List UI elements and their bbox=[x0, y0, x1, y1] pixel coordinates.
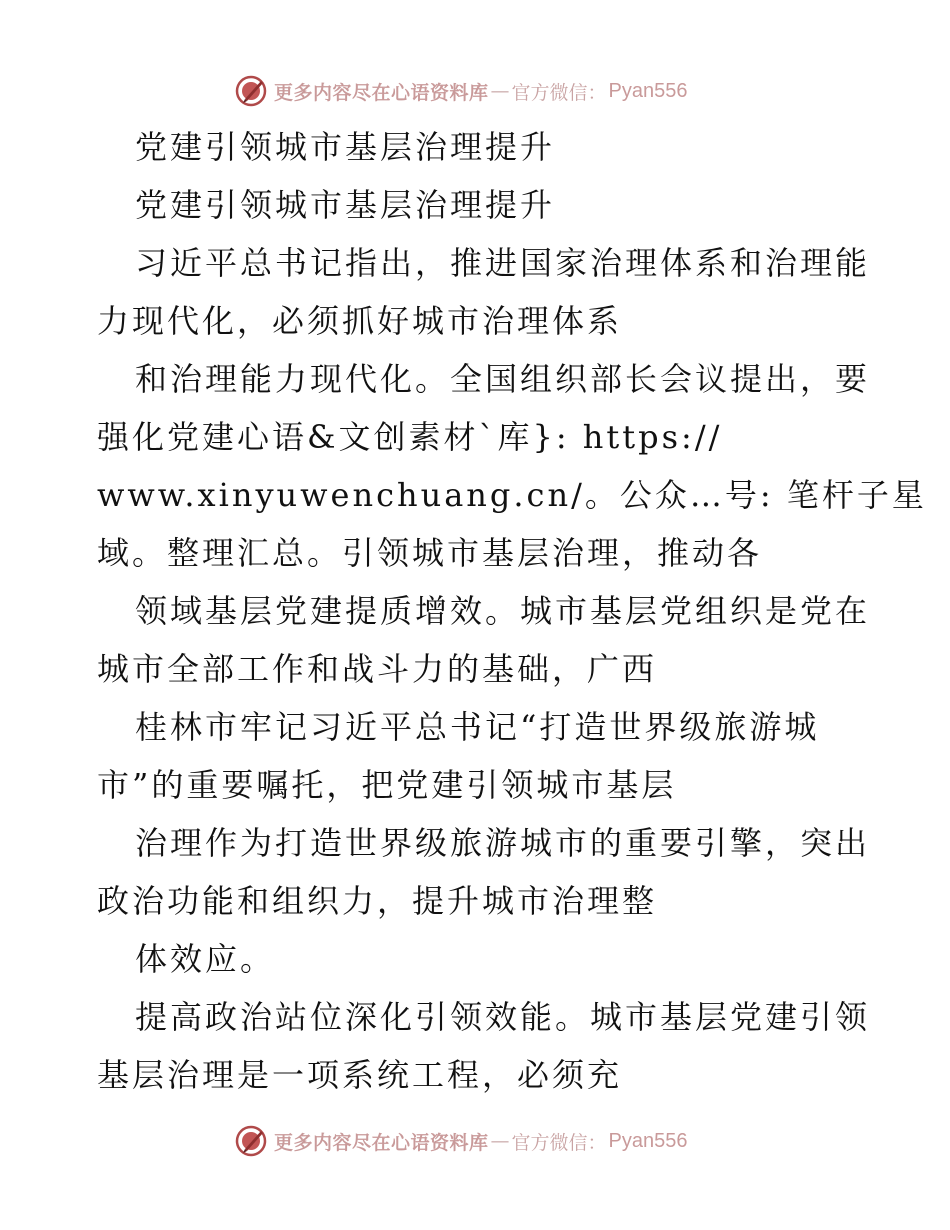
header-watermark bbox=[234, 74, 688, 108]
watermark-dash: — bbox=[490, 1130, 510, 1152]
watermark-dash: — bbox=[490, 80, 510, 102]
text-line: 治理作为打造世界级旅游城市的重要引擎，突出 bbox=[135, 824, 871, 862]
document-body bbox=[97, 118, 927, 1104]
pen-logo-icon bbox=[234, 74, 268, 108]
text-line: 和治理能力现代化。全国组织部长会议提出，要 bbox=[135, 360, 871, 398]
text-line: 基层治理是一项系统工程，必须充 bbox=[97, 1056, 623, 1094]
watermark-label: 官方微信： bbox=[511, 1131, 607, 1154]
text-line: 体效应。 bbox=[135, 940, 276, 978]
text-line: 领域基层党建提质增效。城市基层党组织是党在 bbox=[135, 592, 871, 630]
footer-watermark bbox=[234, 1124, 688, 1158]
text-line: www.xinyuwenchuang.cn/。公众…号: 笔杆子星 bbox=[97, 476, 927, 514]
title-line: 党建引领城市基层治理提升 bbox=[135, 128, 556, 166]
text-line: 习近平总书记指出，推进国家治理体系和治理能 bbox=[135, 244, 871, 282]
watermark-site-text: 更多内容尽在心语资料库 bbox=[274, 1131, 489, 1154]
text-line: 城市全部工作和战斗力的基础，广西 bbox=[97, 650, 658, 688]
text-line: 域。整理汇总。引领城市基层治理，推动各 bbox=[97, 534, 763, 572]
title-line: 党建引领城市基层治理提升 bbox=[135, 186, 556, 224]
watermark-label: 官方微信： bbox=[511, 81, 607, 104]
text-line: 市”的重要嘱托，把党建引领城市基层 bbox=[97, 766, 677, 804]
watermark-site-text: 更多内容尽在心语资料库 bbox=[274, 81, 489, 104]
text-line: 桂林市牢记习近平总书记“打造世界级旅游城 bbox=[135, 708, 820, 746]
text-line: 强化党建心语&文创素材`库}: https:// bbox=[97, 418, 723, 456]
watermark-handle: Pyan556 bbox=[608, 1129, 688, 1152]
text-line: 提高政治站位深化引领效能。城市基层党建引领 bbox=[135, 998, 871, 1036]
text-line: 力现代化，必须抓好城市治理体系 bbox=[97, 302, 623, 340]
pen-logo-icon bbox=[234, 1124, 268, 1158]
watermark-handle: Pyan556 bbox=[608, 79, 688, 102]
text-line: 政治功能和组织力，提升城市治理整 bbox=[97, 882, 658, 920]
